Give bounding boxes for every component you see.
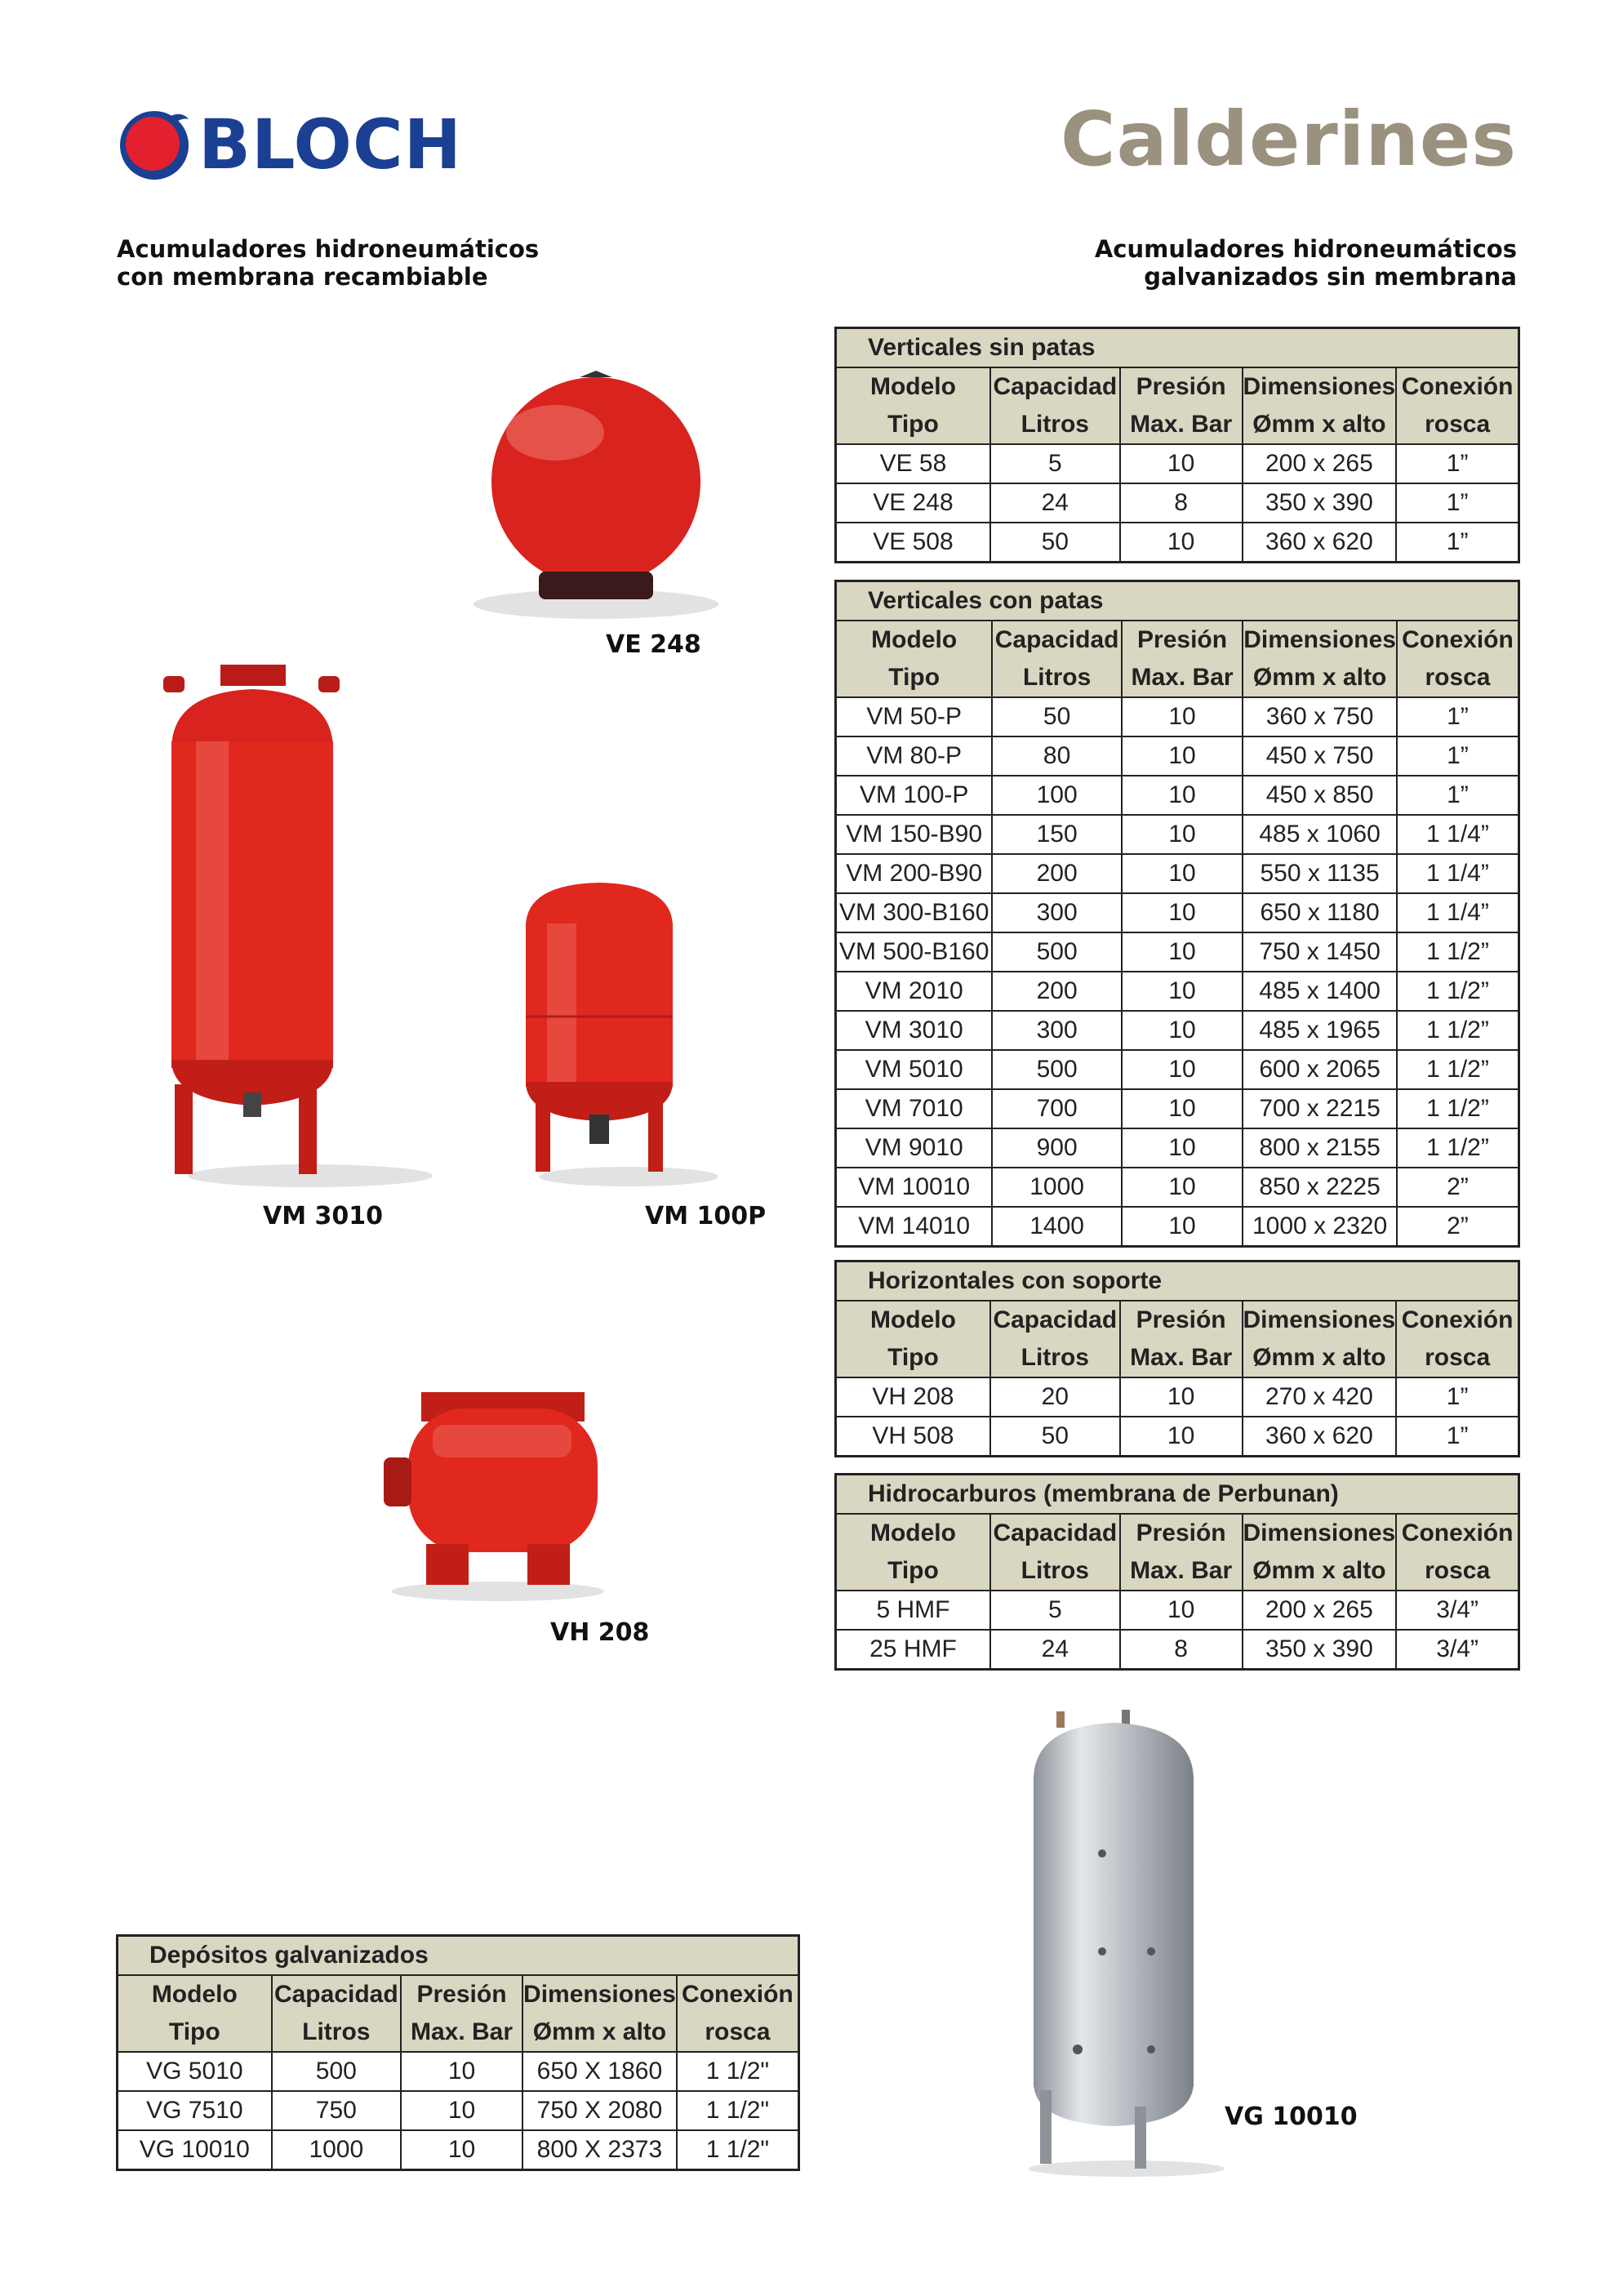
column-header: Ømm x alto [1243, 1339, 1397, 1377]
column-header: Tipo [836, 406, 990, 444]
table-cell: 300 [992, 893, 1122, 932]
column-header: Tipo [836, 1552, 990, 1591]
table-cell: VM 300-B160 [836, 893, 993, 932]
vm100p-tank-image [522, 878, 718, 1188]
table-cell: 750 X 2080 [522, 2091, 677, 2130]
column-header: rosca [1396, 1339, 1519, 1377]
table-cell: 50 [990, 1417, 1120, 1457]
table-cell: 1000 x 2320 [1243, 1207, 1397, 1247]
table-cell: 1 1/4” [1397, 854, 1519, 893]
table-cell: 80 [992, 736, 1122, 776]
table-cell: 10 [1122, 893, 1243, 932]
table-title: Depósitos galvanizados [118, 1936, 799, 1976]
table-cell: 350 x 390 [1243, 1630, 1397, 1670]
table-cell: 700 x 2215 [1243, 1089, 1397, 1128]
table-row [836, 1089, 1519, 1128]
column-header: Litros [990, 406, 1120, 444]
table-cell: VM 7010 [836, 1089, 993, 1128]
table-cell: 150 [992, 815, 1122, 854]
column-header: rosca [1396, 1552, 1519, 1591]
column-header: Dimensiones [1243, 1514, 1397, 1552]
table-cell: 1 1/2” [1397, 1128, 1519, 1168]
table-cell: VM 5010 [836, 1050, 993, 1089]
brand-name: BLOCH [198, 105, 462, 185]
column-header: Tipo [118, 2013, 272, 2052]
table-row [836, 1630, 1519, 1670]
table-cell: 10 [401, 2052, 522, 2091]
table-cell: VH 508 [836, 1417, 990, 1457]
table-cell: 8 [1120, 483, 1243, 523]
vg10010-tank-image [1020, 1706, 1216, 2180]
column-header: Conexión [1397, 621, 1519, 659]
table-cell: 2” [1397, 1207, 1519, 1247]
table-cell: 800 x 2155 [1243, 1128, 1397, 1168]
table-cell: 10 [1120, 444, 1243, 483]
table-cell: 1 1/2” [1397, 932, 1519, 972]
table-cell: 10 [1120, 1417, 1243, 1457]
table-verticales-con-patas [834, 580, 1520, 1248]
table-cell: VM 100-P [836, 776, 993, 815]
column-header: Ømm x alto [1243, 1552, 1397, 1591]
subtitle-left-line: Acumuladores hidroneumáticos [117, 235, 540, 263]
table-horizontales-con-soporte [834, 1260, 1520, 1457]
table-row [836, 854, 1519, 893]
table-cell: VM 150-B90 [836, 815, 993, 854]
column-header: Dimensiones [1243, 621, 1397, 659]
column-header: Max. Bar [1120, 1339, 1243, 1377]
table-row [836, 1128, 1519, 1168]
table-row [836, 736, 1519, 776]
table-cell: 5 [990, 444, 1120, 483]
column-header: rosca [1396, 406, 1519, 444]
table-cell: 10 [401, 2091, 522, 2130]
column-header: Conexión [1396, 1301, 1519, 1339]
table-cell: 550 x 1135 [1243, 854, 1397, 893]
column-header: Presión [1120, 1514, 1243, 1552]
table-cell: 5 [990, 1591, 1120, 1630]
table-cell: VE 58 [836, 444, 990, 483]
table-cell: VE 248 [836, 483, 990, 523]
table-cell: VG 7510 [118, 2091, 272, 2130]
table-cell: 2” [1397, 1168, 1519, 1207]
table-cell: VM 3010 [836, 1011, 993, 1050]
table-cell: 1 1/2” [1397, 1050, 1519, 1089]
column-header: Max. Bar [1120, 1552, 1243, 1591]
column-header: Capacidad [990, 1301, 1120, 1339]
table-cell: 10 [1122, 932, 1243, 972]
table-title: Verticales con patas [836, 581, 1519, 621]
table-cell: 10 [1122, 736, 1243, 776]
table-cell: 1” [1397, 697, 1519, 736]
column-header: Presión [1120, 367, 1243, 406]
table-cell: 10 [1120, 1591, 1243, 1630]
table-cell: 10 [1122, 1011, 1243, 1050]
table-cell: 200 x 265 [1243, 1591, 1397, 1630]
vg10010-label: VG 10010 [1225, 2102, 1358, 2131]
column-header: Max. Bar [1122, 659, 1243, 697]
table-cell: 10 [1122, 972, 1243, 1011]
table-cell: 1 1/2” [1397, 1089, 1519, 1128]
subtitle-right-line: Acumuladores hidroneumáticos [1094, 235, 1517, 263]
column-header: Max. Bar [1120, 406, 1243, 444]
table-cell: 450 x 750 [1243, 736, 1397, 776]
subtitle-left-line: con membrana recambiable [117, 263, 488, 291]
subtitle-left [117, 235, 539, 291]
table-row [118, 2130, 799, 2170]
table-cell: 10 [1122, 697, 1243, 736]
table-cell: 5 HMF [836, 1591, 990, 1630]
table-cell: VM 14010 [836, 1207, 993, 1247]
table-cell: 1 1/2" [677, 2130, 799, 2170]
table-cell: 1000 [272, 2130, 401, 2170]
vm100p-label: VM 100P [645, 1202, 767, 1230]
table-cell: 100 [992, 776, 1122, 815]
table-cell: VM 9010 [836, 1128, 993, 1168]
column-header: Presión [401, 1975, 522, 2013]
table-cell: 700 [992, 1089, 1122, 1128]
vh208-label: VH 208 [550, 1618, 650, 1647]
table-cell: 300 [992, 1011, 1122, 1050]
table-cell: VM 80-P [836, 736, 993, 776]
table-row [836, 1591, 1519, 1630]
page-title: Calderines [1061, 96, 1517, 183]
table-cell: 750 [272, 2091, 401, 2130]
column-header: Modelo [836, 1301, 990, 1339]
table-cell: 1400 [992, 1207, 1122, 1247]
column-header: Litros [272, 2013, 401, 2052]
table-row [836, 697, 1519, 736]
table-cell: 25 HMF [836, 1630, 990, 1670]
table-cell: 10 [1122, 815, 1243, 854]
column-header: Dimensiones [1243, 367, 1397, 406]
column-header: Capacidad [272, 1975, 401, 2013]
table-depositos-galvanizados [116, 1934, 800, 2171]
table-cell: 24 [990, 483, 1120, 523]
table-row [836, 1207, 1519, 1247]
table-cell: 485 x 1400 [1243, 972, 1397, 1011]
table-cell: VM 200-B90 [836, 854, 993, 893]
table-cell: 10 [1122, 1128, 1243, 1168]
table-verticales-sin-patas [834, 327, 1520, 563]
table-cell: 10 [1122, 776, 1243, 815]
subtitle-right-line: galvanizados sin membrana [1144, 263, 1517, 291]
column-header: Presión [1122, 621, 1243, 659]
table-cell: 10 [1120, 523, 1243, 563]
table-cell: 10 [1120, 1377, 1243, 1417]
table-row [836, 776, 1519, 815]
vh208-tank-image [376, 1392, 620, 1604]
table-cell: 50 [992, 697, 1122, 736]
table-title: Verticales sin patas [836, 328, 1519, 368]
table-cell: 3/4” [1396, 1591, 1519, 1630]
table-title: Horizontales con soporte [836, 1261, 1519, 1302]
table-cell: VG 5010 [118, 2052, 272, 2091]
table-cell: 360 x 750 [1243, 697, 1397, 736]
table-cell: VE 508 [836, 523, 990, 563]
column-header: Ømm x alto [1243, 406, 1397, 444]
table-row [836, 1050, 1519, 1089]
table-cell: 1 1/2” [1397, 1011, 1519, 1050]
table-cell: 485 x 1965 [1243, 1011, 1397, 1050]
table-cell: 850 x 2225 [1243, 1168, 1397, 1207]
table-cell: 10 [1122, 1050, 1243, 1089]
table-row [836, 483, 1519, 523]
table-cell: 10 [1122, 1207, 1243, 1247]
column-header: Max. Bar [401, 2013, 522, 2052]
table-row [836, 523, 1519, 563]
table-cell: 1 1/2" [677, 2091, 799, 2130]
column-header: Modelo [836, 621, 993, 659]
ve248-label: VE 248 [606, 630, 701, 659]
table-cell: 600 x 2065 [1243, 1050, 1397, 1089]
table-cell: 650 X 1860 [522, 2052, 677, 2091]
column-header: Conexión [677, 1975, 799, 2013]
table-cell: 10 [1122, 1168, 1243, 1207]
table-cell: 1” [1396, 1417, 1519, 1457]
table-row [836, 1011, 1519, 1050]
column-header: Dimensiones [522, 1975, 677, 2013]
table-cell: 360 x 620 [1243, 1417, 1397, 1457]
table-cell: 1” [1396, 444, 1519, 483]
table-cell: 10 [1122, 854, 1243, 893]
table-cell: 1” [1397, 736, 1519, 776]
column-header: Modelo [118, 1975, 272, 2013]
table-cell: VM 10010 [836, 1168, 993, 1207]
table-cell: VM 500-B160 [836, 932, 993, 972]
table-cell: 1 1/2" [677, 2052, 799, 2091]
table-cell: 1” [1396, 483, 1519, 523]
table-cell: 3/4” [1396, 1630, 1519, 1670]
table-row [836, 815, 1519, 854]
table-row [836, 1168, 1519, 1207]
table-cell: VM 50-P [836, 697, 993, 736]
column-header: Dimensiones [1243, 1301, 1397, 1339]
column-header: Tipo [836, 659, 993, 697]
column-header: Modelo [836, 1514, 990, 1552]
table-row [836, 1377, 1519, 1417]
table-cell: 1000 [992, 1168, 1122, 1207]
table-row [836, 972, 1519, 1011]
column-header: Conexión [1396, 1514, 1519, 1552]
table-cell: VM 2010 [836, 972, 993, 1011]
column-header: Litros [990, 1339, 1120, 1377]
table-cell: 800 X 2373 [522, 2130, 677, 2170]
table-cell: 1 1/4” [1397, 815, 1519, 854]
table-cell: 20 [990, 1377, 1120, 1417]
table-cell: 1” [1396, 523, 1519, 563]
table-cell: 360 x 620 [1243, 523, 1397, 563]
column-header: Modelo [836, 367, 990, 406]
table-cell: 450 x 850 [1243, 776, 1397, 815]
table-cell: VH 208 [836, 1377, 990, 1417]
table-cell: 1 1/2” [1397, 972, 1519, 1011]
table-hidrocarburos [834, 1473, 1520, 1671]
vm3010-tank-image [147, 660, 425, 1190]
column-header: Tipo [836, 1339, 990, 1377]
table-cell: 10 [401, 2130, 522, 2170]
column-header: Capacidad [990, 1514, 1120, 1552]
column-header: Capacidad [992, 621, 1122, 659]
table-cell: 900 [992, 1128, 1122, 1168]
table-row [836, 893, 1519, 932]
table-cell: 1” [1396, 1377, 1519, 1417]
table-cell: 350 x 390 [1243, 483, 1397, 523]
table-row [118, 2052, 799, 2091]
table-cell: 500 [992, 1050, 1122, 1089]
table-cell: 500 [992, 932, 1122, 972]
bloch-logo-icon [117, 108, 195, 181]
vm3010-label: VM 3010 [263, 1202, 384, 1230]
column-header: Ømm x alto [522, 2013, 677, 2052]
column-header: Conexión [1396, 367, 1519, 406]
table-cell: 500 [272, 2052, 401, 2091]
column-header: rosca [677, 2013, 799, 2052]
subtitle-right [1095, 235, 1517, 291]
table-cell: 8 [1120, 1630, 1243, 1670]
table-cell: 650 x 1180 [1243, 893, 1397, 932]
table-row [118, 2091, 799, 2130]
table-cell: VG 10010 [118, 2130, 272, 2170]
table-cell: 200 x 265 [1243, 444, 1397, 483]
table-cell: 200 [992, 972, 1122, 1011]
table-cell: 10 [1122, 1089, 1243, 1128]
table-cell: 270 x 420 [1243, 1377, 1397, 1417]
table-cell: 1” [1397, 776, 1519, 815]
table-cell: 24 [990, 1630, 1120, 1670]
table-row [836, 1417, 1519, 1457]
column-header: Presión [1120, 1301, 1243, 1339]
column-header: rosca [1397, 659, 1519, 697]
table-cell: 50 [990, 523, 1120, 563]
table-row [836, 932, 1519, 972]
table-title: Hidrocarburos (membrana de Perbunan) [836, 1475, 1519, 1515]
table-cell: 200 [992, 854, 1122, 893]
column-header: Litros [990, 1552, 1120, 1591]
table-cell: 1 1/4” [1397, 893, 1519, 932]
column-header: Capacidad [990, 367, 1120, 406]
column-header: Ømm x alto [1243, 659, 1397, 697]
table-cell: 485 x 1060 [1243, 815, 1397, 854]
ve248-tank-image [457, 367, 735, 629]
column-header: Litros [992, 659, 1122, 697]
brand-logo [117, 105, 462, 185]
table-cell: 750 x 1450 [1243, 932, 1397, 972]
table-row [836, 444, 1519, 483]
